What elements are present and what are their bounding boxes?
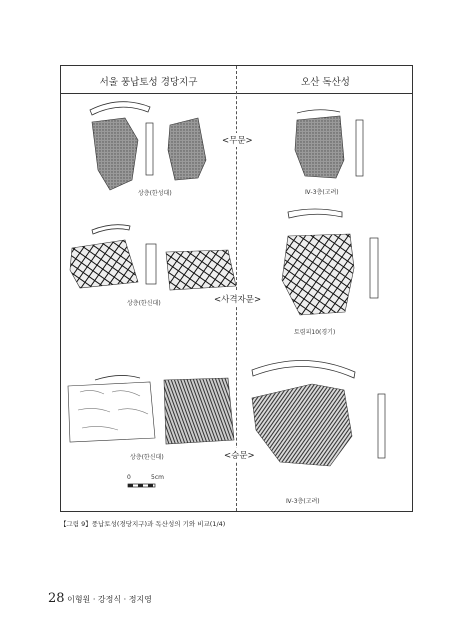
tile-fragment-plain (92, 118, 138, 190)
label-cord-pattern: <승문> (222, 448, 257, 462)
caption-row3-left: 상층(한신대) (130, 454, 164, 461)
page-number: 28 (48, 591, 65, 606)
scale-start: 0 (127, 474, 131, 481)
caption-row2-left: 상층(한신대) (127, 300, 161, 307)
tile-fragment-plain (295, 116, 344, 178)
right-column-title: 오산 독산성 (301, 77, 350, 88)
tile-fragment-lattice (70, 240, 138, 288)
left-column-title: 서울 풍납토성 경당지구 (99, 77, 198, 88)
tile-fragment-plain (168, 118, 206, 180)
caption-row3-right: Ⅳ-3층(고려) (286, 498, 320, 505)
label-plain-pattern: <무문> (220, 133, 255, 147)
tile-fragment-cord (252, 384, 352, 466)
tile-profile-arc (90, 102, 150, 115)
tile-section (146, 123, 153, 175)
caption-row2-right: 토렴피10(경기) (294, 329, 336, 336)
caption-row1-right: Ⅳ-3층(고려) (305, 189, 339, 196)
label-lattice-pattern: <사격자문> (212, 292, 263, 306)
page-footer (48, 591, 152, 606)
tile-fragment-lattice (282, 234, 354, 315)
tile-fragment-outline (68, 382, 155, 442)
tile-fragment-lattice (166, 250, 236, 290)
authors: 이형원 · 강정식 · 정지영 (67, 595, 152, 604)
figure-caption: 【그림 9】풍납토성(경당지구)과 독산성의 기와 비교(1/4) (60, 520, 226, 528)
scale-end: 5cm (151, 474, 164, 481)
caption-row1-left: 상층(한성대) (138, 190, 172, 197)
tile-fragment-cord (164, 378, 234, 444)
